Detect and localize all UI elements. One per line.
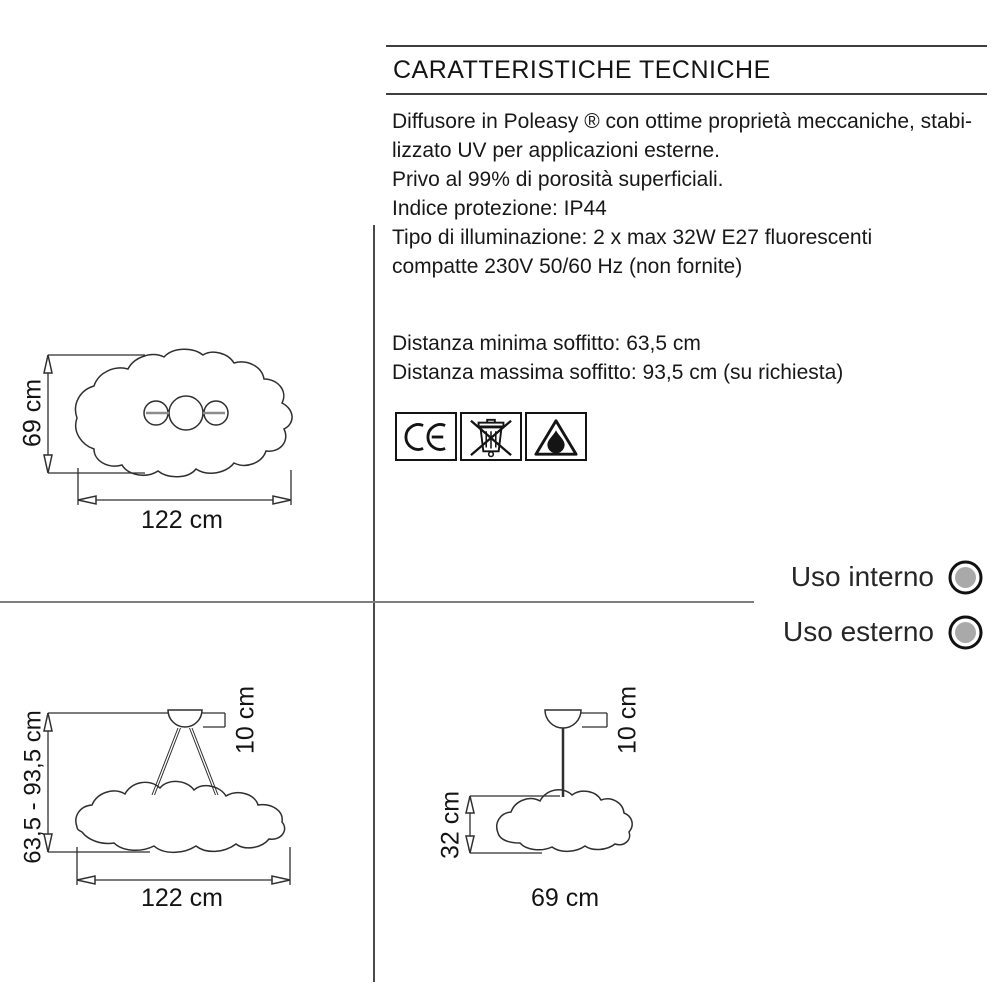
side-view-canopy-label: 10 cm bbox=[613, 685, 642, 755]
uso-esterno-label: Uso esterno bbox=[783, 616, 934, 647]
weee-bin-box bbox=[460, 412, 522, 461]
distance-max-line: Distanza massima soffitto: 93,5 cm (su richiesta) bbox=[392, 361, 844, 384]
ceiling-canopy bbox=[545, 710, 581, 728]
front-view-canopy-label: 10 cm bbox=[231, 685, 260, 755]
ceiling-canopy bbox=[168, 710, 202, 727]
uso-esterno-row bbox=[700, 612, 984, 652]
cloud-front-outline bbox=[76, 781, 285, 852]
lamp-holder-center bbox=[169, 396, 203, 430]
front-view-width-label: 122 cm bbox=[141, 884, 223, 912]
side-view-diagram bbox=[420, 675, 680, 918]
horizontal-divider bbox=[0, 601, 754, 603]
page-title bbox=[386, 45, 987, 95]
distance-min-line: Distanza minima soffitto: 63,5 cm bbox=[392, 332, 701, 355]
description-text bbox=[392, 107, 972, 281]
side-view-width-label: 69 cm bbox=[530, 884, 600, 912]
page-title-text: CARATTERISTICHE TECNICHE bbox=[393, 55, 771, 84]
ce-mark-box bbox=[395, 412, 457, 461]
side-view-height-label: 32 cm bbox=[436, 790, 465, 860]
description-line: Privo al 99% di porosità superficiali. bbox=[392, 168, 724, 191]
uso-interno-label: Uso interno bbox=[790, 561, 934, 592]
front-view-suspension-label: 63,5 - 93,5 cm bbox=[19, 710, 47, 864]
ce-mark-icon bbox=[398, 415, 454, 459]
uso-esterno-indicator-icon bbox=[947, 614, 984, 651]
weee-crossed-bin-icon bbox=[463, 415, 519, 459]
front-view-diagram bbox=[10, 675, 322, 918]
uso-interno-row bbox=[700, 557, 984, 597]
droplet-warning-triangle-icon bbox=[528, 415, 584, 459]
description-line: compatte 230V 50/60 Hz (non fornite) bbox=[392, 255, 743, 278]
top-view-diagram bbox=[10, 340, 310, 540]
top-view-height-label: 69 cm bbox=[18, 378, 47, 448]
cloud-top-view-outline bbox=[76, 349, 293, 477]
droplet-triangle-box bbox=[525, 412, 587, 461]
uso-interno-indicator-icon bbox=[947, 559, 984, 596]
certification-marks bbox=[395, 412, 587, 461]
top-view-width-label: 122 cm bbox=[141, 506, 223, 534]
description-line: Tipo di illuminazione: 2 x max 32W E27 fluorescenti bbox=[392, 226, 873, 249]
cloud-side-outline bbox=[497, 790, 632, 852]
description-line: Indice protezione: IP44 bbox=[392, 197, 607, 220]
vertical-divider bbox=[373, 225, 375, 982]
description-line: Diffusore in Poleasy ® con ottime proprietà meccaniche, stabi- bbox=[392, 110, 973, 133]
suspension-cables bbox=[152, 728, 218, 795]
ceiling-distances bbox=[392, 329, 843, 387]
description-line: lizzato UV per applicazioni esterne. bbox=[392, 139, 721, 162]
